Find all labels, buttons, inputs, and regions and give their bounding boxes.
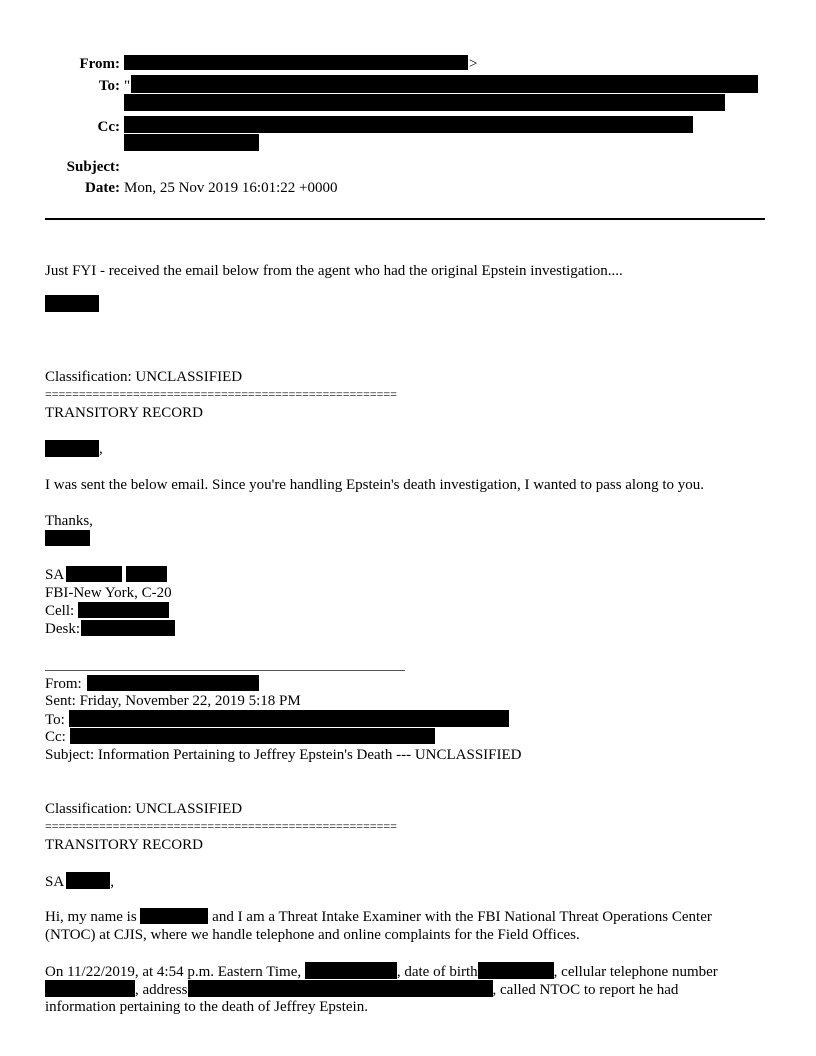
para1-text-b: and I am a Threat Intake Examiner with the FBI National Threat Operations Center xyxy=(212,909,712,925)
redaction-sig-first xyxy=(66,566,122,582)
signature-prefix: SA xyxy=(45,567,65,583)
separator-2: ==================================================== xyxy=(45,820,397,832)
para2-line3: information pertaining to the death of Jeffrey Epstein. xyxy=(45,999,368,1015)
redaction-from xyxy=(124,55,468,70)
subject-label: Subject: xyxy=(66,159,120,175)
para2-text-e: , called NTOC to report he had xyxy=(492,982,679,998)
redaction-fwd-to xyxy=(69,710,509,727)
forward-divider xyxy=(45,670,405,671)
fwd-from xyxy=(45,675,259,693)
signature-cell xyxy=(45,602,169,620)
fwd-subject: Subject: Information Pertaining to Jeffrey Epstein's Death --- UNCLASSIFIED xyxy=(45,747,522,763)
classification-2: Classification: UNCLASSIFIED xyxy=(45,801,243,817)
separator-1: ==================================================== xyxy=(45,388,397,400)
para2-text-b: , date of birth xyxy=(396,964,478,980)
greeting-comma: , xyxy=(99,441,103,457)
redaction-greeting-name xyxy=(45,440,99,457)
para2-line2 xyxy=(45,980,678,999)
signature-desk-label: Desk: xyxy=(45,621,80,637)
greeting-1 xyxy=(45,440,103,458)
fwd-sent: Sent: Friday, November 22, 2019 5:18 PM xyxy=(45,693,301,709)
fwd-cc-label: Cc: xyxy=(45,729,66,745)
redaction-cell-number xyxy=(78,602,169,618)
redaction-sig-last xyxy=(126,566,167,582)
para1-text-a: Hi, my name is xyxy=(45,909,137,925)
signature-name xyxy=(45,566,167,584)
para1-line2: (NTOC) at CJIS, where we handle telephone and online complaints for the Field Offices. xyxy=(45,927,580,943)
fwd-from-label: From: xyxy=(45,676,82,692)
cc-label: Cc: xyxy=(97,119,120,135)
redaction-thanks-name xyxy=(45,530,90,546)
redaction-phone xyxy=(45,980,135,997)
greeting-2-comma: , xyxy=(110,874,114,890)
redaction-sender-name xyxy=(45,295,99,312)
redaction-cc-1 xyxy=(124,116,693,133)
header-divider xyxy=(45,218,765,220)
redaction-fwd-from xyxy=(87,675,259,691)
signature-cell-label: Cell: xyxy=(45,603,75,619)
redaction-greeting-2-name xyxy=(66,872,110,889)
greeting-2 xyxy=(45,872,114,891)
fwd-to-label: To: xyxy=(45,712,65,728)
intro-text: Just FYI - received the email below from the agent who had the original Epstein investigation.... xyxy=(45,263,623,279)
redaction-address xyxy=(188,980,493,997)
redaction-cc-2 xyxy=(124,134,259,151)
fwd-cc xyxy=(45,728,435,746)
signature-desk xyxy=(45,620,175,638)
para2-text-c: , cellular telephone number xyxy=(553,964,718,980)
greeting-2-prefix: SA xyxy=(45,874,65,890)
para2-line1 xyxy=(45,962,718,981)
redaction-to-1 xyxy=(131,75,758,93)
redaction-to-2 xyxy=(124,94,725,111)
thanks-text: Thanks, xyxy=(45,513,93,529)
classification-1: Classification: UNCLASSIFIED xyxy=(45,369,243,385)
para2-text-a: On 11/22/2019, at 4:54 p.m. Eastern Time, xyxy=(45,964,302,980)
redaction-caller-name xyxy=(305,962,397,979)
redaction-desk-number xyxy=(81,620,175,636)
to-prefix: " xyxy=(124,78,131,94)
redaction-examiner-name xyxy=(140,908,208,924)
message-1: I was sent the below email. Since you're handling Epstein's death investigation, I wanted to pass along to you. xyxy=(45,477,705,493)
to-label: To: xyxy=(98,78,120,94)
signature-office: FBI-New York, C-20 xyxy=(45,585,172,601)
date-label: Date: xyxy=(85,180,120,196)
redaction-dob xyxy=(478,962,554,979)
redaction-fwd-cc xyxy=(70,728,435,744)
date-value: Mon, 25 Nov 2019 16:01:22 +0000 xyxy=(124,180,338,196)
transitory-record-1: TRANSITORY RECORD xyxy=(45,405,203,421)
from-label: From: xyxy=(79,56,120,72)
para2-text-d: , address xyxy=(135,982,188,998)
para1-line1 xyxy=(45,908,712,926)
fwd-to xyxy=(45,710,509,729)
from-suffix: > xyxy=(469,56,478,72)
transitory-record-2: TRANSITORY RECORD xyxy=(45,837,203,853)
